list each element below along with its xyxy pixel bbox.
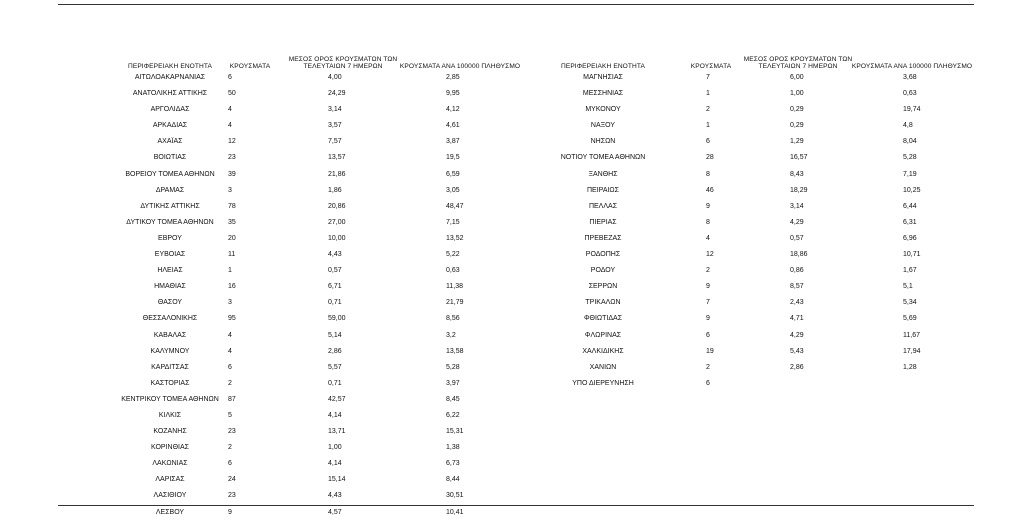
cell-cases: 24 bbox=[228, 476, 236, 484]
table-row bbox=[60, 70, 530, 86]
cell-per100k: 5,22 bbox=[446, 251, 460, 259]
table-row bbox=[528, 231, 978, 247]
table-row bbox=[60, 328, 530, 344]
table-row bbox=[528, 199, 978, 215]
cell-region: ΛΕΣΒΟΥ bbox=[155, 508, 185, 516]
table-row bbox=[60, 392, 530, 408]
table-row bbox=[60, 231, 530, 247]
cell-per100k: 3,2 bbox=[446, 331, 456, 339]
cell-per100k: 5,69 bbox=[903, 315, 917, 323]
cell-cases: 2 bbox=[228, 444, 232, 452]
cell-cases: 6 bbox=[706, 138, 710, 146]
cell-region: ΦΛΩΡΙΝΑΣ bbox=[584, 331, 622, 339]
cell-region: ΘΕΣΣΑΛΟΝΙΚΗΣ bbox=[142, 315, 198, 323]
cell-region: ΔΡΑΜΑΣ bbox=[155, 186, 185, 194]
cell-avg: 2,86 bbox=[790, 363, 804, 371]
cell-cases: 3 bbox=[228, 186, 232, 194]
cell-cases: 1 bbox=[706, 122, 710, 130]
cell-region: ΚΙΛΚΙΣ bbox=[158, 411, 182, 419]
cell-region: ΛΑΚΩΝΙΑΣ bbox=[152, 460, 188, 468]
cell-cases: 1 bbox=[706, 90, 710, 98]
cell-cases: 4 bbox=[706, 234, 710, 242]
cell-avg: 13,71 bbox=[328, 428, 346, 436]
header-region: ΠΕΡΙΦΕΡΕΙΑΚΗ ΕΝΟΤΗΤΑ bbox=[127, 62, 213, 70]
table-left-body bbox=[60, 70, 530, 521]
cell-per100k: 3,87 bbox=[446, 138, 460, 146]
table-row bbox=[528, 376, 978, 392]
cell-region: ΔΥΤΙΚΟΥ ΤΟΜΕΑ ΑΘΗΝΩΝ bbox=[126, 218, 214, 226]
cell-avg: 2,43 bbox=[790, 299, 804, 307]
cell-avg: 0,86 bbox=[790, 267, 804, 275]
table-row bbox=[528, 360, 978, 376]
cell-region: ΧΑΝΙΩΝ bbox=[589, 363, 617, 371]
cell-region: ΥΠΟ ΔΙΕΡΕΥΝΗΣΗ bbox=[572, 379, 634, 387]
cell-per100k: 4,61 bbox=[446, 122, 460, 130]
cell-cases: 20 bbox=[228, 234, 236, 242]
table-row bbox=[528, 183, 978, 199]
cell-cases: 7 bbox=[706, 74, 710, 81]
cell-avg: 59,00 bbox=[328, 315, 346, 323]
table-row bbox=[60, 167, 530, 183]
cell-avg: 3,14 bbox=[790, 202, 804, 210]
table-row bbox=[60, 118, 530, 134]
cell-cases: 6 bbox=[228, 74, 232, 81]
cell-cases: 23 bbox=[228, 428, 236, 436]
cell-region: ΚΑΒΑΛΑΣ bbox=[153, 331, 187, 339]
cell-region: ΧΑΛΚΙΔΙΚΗΣ bbox=[582, 347, 624, 355]
cell-region: ΜΕΣΣΗΝΙΑΣ bbox=[582, 90, 624, 98]
cell-cases: 35 bbox=[228, 218, 236, 226]
cell-cases: 95 bbox=[228, 315, 236, 323]
table-row bbox=[528, 134, 978, 150]
table-row bbox=[60, 86, 530, 102]
cell-cases: 2 bbox=[706, 106, 710, 114]
cell-cases: 1 bbox=[228, 267, 232, 275]
cell-per100k: 6,96 bbox=[903, 234, 917, 242]
header-avg-line2: ΤΕΛΕΥΤΑΙΩΝ 7 ΗΜΕΡΩΝ bbox=[303, 62, 383, 70]
cell-cases: 11 bbox=[228, 251, 236, 259]
cell-per100k: 8,56 bbox=[446, 315, 460, 323]
cell-avg: 16,57 bbox=[790, 154, 808, 162]
cell-region: ΣΕΡΡΩΝ bbox=[588, 283, 618, 291]
cell-cases: 8 bbox=[706, 218, 710, 226]
cell-per100k: 19,5 bbox=[446, 154, 460, 162]
cell-region: ΜΥΚΟΝΟΥ bbox=[585, 106, 621, 114]
cell-per100k: 6,44 bbox=[903, 202, 917, 210]
cell-per100k: 8,45 bbox=[446, 395, 460, 403]
cell-per100k: 48,47 bbox=[446, 202, 464, 210]
cell-per100k: 1,67 bbox=[903, 267, 917, 275]
table-row bbox=[528, 167, 978, 183]
cell-avg: 24,29 bbox=[328, 90, 346, 98]
top-rule bbox=[58, 4, 974, 5]
cell-per100k: 8,44 bbox=[446, 476, 460, 484]
cell-avg: 27,00 bbox=[328, 218, 346, 226]
table-left-header bbox=[60, 40, 530, 70]
cell-avg: 1,29 bbox=[790, 138, 804, 146]
cell-avg: 21,86 bbox=[328, 170, 346, 178]
cell-avg: 0,29 bbox=[790, 122, 804, 130]
table-row bbox=[528, 86, 978, 102]
cell-avg: 2,86 bbox=[328, 347, 342, 355]
table-row bbox=[60, 456, 530, 472]
cell-region: ΦΘΙΩΤΙΔΑΣ bbox=[583, 315, 623, 323]
cell-avg: 13,57 bbox=[328, 154, 346, 162]
cell-cases: 9 bbox=[706, 283, 710, 291]
table-right-header bbox=[528, 40, 978, 70]
cell-per100k: 5,28 bbox=[903, 154, 917, 162]
table-row bbox=[528, 70, 978, 86]
cell-cases: 9 bbox=[706, 315, 710, 323]
cell-region: ΠΕΛΛΑΣ bbox=[588, 202, 618, 210]
table-row bbox=[60, 134, 530, 150]
cell-cases: 9 bbox=[228, 508, 232, 516]
cell-cases: 50 bbox=[228, 90, 236, 98]
cell-cases: 5 bbox=[228, 411, 232, 419]
cell-avg: 8,57 bbox=[790, 283, 804, 291]
cell-region: ΚΟΡΙΝΘΙΑΣ bbox=[151, 444, 189, 452]
cell-region: ΔΥΤΙΚΗΣ ΑΤΤΙΚΗΣ bbox=[140, 202, 200, 210]
cell-region: ΚΑΡΔΙΤΣΑΣ bbox=[151, 363, 189, 371]
cell-region: ΝΑΞΟΥ bbox=[590, 122, 616, 130]
table-row bbox=[60, 505, 530, 521]
header-avg-right bbox=[743, 56, 853, 70]
cell-avg: 0,29 bbox=[790, 106, 804, 114]
header-per100k: ΚΡΟΥΣΜΑΤΑ ΑΝΑ 100000 ΠΛΗΘΥΣΜΟ bbox=[399, 62, 521, 70]
table-left bbox=[60, 40, 530, 521]
cell-per100k: 4,12 bbox=[446, 106, 460, 114]
cell-per100k: 2,85 bbox=[446, 74, 460, 81]
cell-avg: 3,57 bbox=[328, 122, 342, 130]
cell-region: ΒΟΡΕΙΟΥ ΤΟΜΕΑ ΑΘΗΝΩΝ bbox=[125, 170, 215, 178]
table-right-body bbox=[528, 70, 978, 392]
cell-region: ΗΛΕΙΑΣ bbox=[157, 267, 183, 275]
cell-region: ΚΑΣΤΟΡΙΑΣ bbox=[150, 379, 190, 387]
cell-avg: 1,00 bbox=[328, 444, 342, 452]
cell-avg: 4,14 bbox=[328, 460, 342, 468]
cell-per100k: 1,28 bbox=[903, 363, 917, 371]
cell-avg: 1,86 bbox=[328, 186, 342, 194]
cell-avg: 4,29 bbox=[790, 331, 804, 339]
cell-cases: 2 bbox=[706, 267, 710, 275]
table-row bbox=[60, 263, 530, 279]
cell-region: ΝΟΤΙΟΥ ΤΟΜΕΑ ΑΘΗΝΩΝ bbox=[560, 154, 646, 162]
cell-per100k: 0,63 bbox=[903, 90, 917, 98]
cell-per100k: 8,04 bbox=[903, 138, 917, 146]
cell-cases: 6 bbox=[228, 363, 232, 371]
cell-cases: 23 bbox=[228, 154, 236, 162]
cell-cases: 6 bbox=[228, 460, 232, 468]
cell-cases: 9 bbox=[706, 202, 710, 210]
cell-region: ΚΟΖΑΝΗΣ bbox=[153, 428, 187, 436]
table-row bbox=[528, 263, 978, 279]
table-row bbox=[528, 328, 978, 344]
cell-avg: 4,14 bbox=[328, 411, 342, 419]
cell-cases: 87 bbox=[228, 395, 236, 403]
cell-region: ΒΟΙΩΤΙΑΣ bbox=[153, 154, 187, 162]
table-right bbox=[528, 40, 978, 392]
cell-region: ΠΡΕΒΕΖΑΣ bbox=[584, 234, 622, 242]
cell-cases: 16 bbox=[228, 283, 236, 291]
cell-region: ΜΑΓΝΗΣΙΑΣ bbox=[583, 74, 623, 81]
cell-region: ΞΑΝΘΗΣ bbox=[588, 170, 618, 178]
cell-avg: 4,00 bbox=[328, 74, 342, 81]
cell-avg: 4,71 bbox=[790, 315, 804, 323]
header-avg bbox=[288, 56, 398, 70]
table-row bbox=[528, 311, 978, 327]
cell-avg: 4,43 bbox=[328, 251, 342, 259]
table-row bbox=[60, 408, 530, 424]
cell-region: ΚΑΛΥΜΝΟΥ bbox=[150, 347, 190, 355]
cell-per100k: 5,1 bbox=[903, 283, 913, 291]
cell-cases: 2 bbox=[706, 363, 710, 371]
header-avg-right-line1: ΜΕΣΟΣ ΟΡΟΣ ΚΡΟΥΣΜΑΤΩΝ ΤΩΝ bbox=[743, 55, 853, 63]
cell-region: ΘΑΣΟΥ bbox=[157, 299, 183, 307]
cell-avg: 5,14 bbox=[328, 331, 342, 339]
table-row bbox=[60, 311, 530, 327]
cell-region: ΑΡΓΟΛΙΔΑΣ bbox=[150, 106, 190, 114]
cell-region: ΡΟΔΟΥ bbox=[590, 267, 616, 275]
header-per100k-right: ΚΡΟΥΣΜΑΤΑ ΑΝΑ 100000 ΠΛΗΘΥΣΜΟ bbox=[851, 62, 973, 70]
cell-region: ΑΧΑΪΑΣ bbox=[157, 138, 183, 146]
cell-per100k: 30,51 bbox=[446, 492, 464, 500]
cell-avg: 20,86 bbox=[328, 202, 346, 210]
table-row bbox=[60, 424, 530, 440]
cell-avg: 1,00 bbox=[790, 90, 804, 98]
cell-avg: 7,57 bbox=[328, 138, 342, 146]
table-row bbox=[60, 488, 530, 504]
table-row bbox=[60, 344, 530, 360]
cell-avg: 8,43 bbox=[790, 170, 804, 178]
table-row bbox=[60, 102, 530, 118]
header-cases-right: ΚΡΟΥΣΜΑΤΑ bbox=[690, 62, 732, 70]
cell-cases: 46 bbox=[706, 186, 714, 194]
cell-per100k: 5,28 bbox=[446, 363, 460, 371]
header-avg-line1: ΜΕΣΟΣ ΟΡΟΣ ΚΡΟΥΣΜΑΤΩΝ ΤΩΝ bbox=[288, 55, 398, 63]
cell-avg: 18,29 bbox=[790, 186, 808, 194]
cell-per100k: 5,34 bbox=[903, 299, 917, 307]
table-row bbox=[60, 360, 530, 376]
cell-avg: 4,29 bbox=[790, 218, 804, 226]
cell-region: ΛΑΣΙΘΙΟΥ bbox=[153, 492, 187, 500]
cell-region: ΠΙΕΡΙΑΣ bbox=[589, 218, 617, 226]
cell-avg: 0,57 bbox=[790, 234, 804, 242]
cell-region: ΑΝΑΤΟΛΙΚΗΣ ΑΤΤΙΚΗΣ bbox=[132, 90, 208, 98]
cell-per100k: 13,52 bbox=[446, 234, 464, 242]
cell-region: ΗΜΑΘΙΑΣ bbox=[154, 283, 186, 291]
cell-cases: 12 bbox=[228, 138, 236, 146]
cell-per100k: 3,68 bbox=[903, 74, 917, 81]
table-row bbox=[60, 150, 530, 166]
cell-per100k: 11,38 bbox=[446, 283, 463, 291]
cell-region: ΑΡΚΑΔΙΑΣ bbox=[152, 122, 188, 130]
cell-avg: 15,14 bbox=[328, 476, 346, 484]
table-row bbox=[528, 215, 978, 231]
cell-per100k: 7,19 bbox=[903, 170, 917, 178]
cell-cases: 4 bbox=[228, 122, 232, 130]
cell-per100k: 13,58 bbox=[446, 347, 464, 355]
cell-avg: 5,43 bbox=[790, 347, 804, 355]
cell-per100k: 11,67 bbox=[903, 331, 920, 339]
cell-avg: 6,00 bbox=[790, 74, 804, 81]
table-row bbox=[60, 279, 530, 295]
bottom-rule bbox=[58, 505, 974, 506]
table-row bbox=[528, 344, 978, 360]
cell-cases: 2 bbox=[228, 379, 232, 387]
table-row bbox=[60, 247, 530, 263]
header-region-right: ΠΕΡΙΦΕΡΕΙΑΚΗ ΕΝΟΤΗΤΑ bbox=[560, 62, 646, 70]
cell-region: ΛΑΡΙΣΑΣ bbox=[155, 476, 185, 484]
cell-avg: 3,14 bbox=[328, 106, 342, 114]
table-row bbox=[528, 118, 978, 134]
cell-region: ΡΟΔΟΠΗΣ bbox=[585, 251, 621, 259]
cell-per100k: 6,59 bbox=[446, 170, 460, 178]
table-row bbox=[528, 295, 978, 311]
cell-per100k: 21,79 bbox=[446, 299, 464, 307]
cell-per100k: 19,74 bbox=[903, 106, 921, 114]
header-avg-right-line2: ΤΕΛΕΥΤΑΙΩΝ 7 ΗΜΕΡΩΝ bbox=[758, 62, 838, 70]
cell-avg: 4,43 bbox=[328, 492, 342, 500]
cell-per100k: 10,25 bbox=[903, 186, 921, 194]
cell-per100k: 6,22 bbox=[446, 411, 460, 419]
table-row bbox=[528, 150, 978, 166]
cell-region: ΕΒΡΟΥ bbox=[158, 234, 182, 242]
header-cases: ΚΡΟΥΣΜΑΤΑ bbox=[229, 62, 271, 70]
cell-cases: 39 bbox=[228, 170, 236, 178]
cell-per100k: 0,63 bbox=[446, 267, 460, 275]
cell-cases: 4 bbox=[228, 347, 232, 355]
cell-region: ΝΗΣΩΝ bbox=[590, 138, 616, 146]
cell-avg: 42,57 bbox=[328, 395, 346, 403]
cell-cases: 8 bbox=[706, 170, 710, 178]
table-row bbox=[60, 183, 530, 199]
cell-region: ΤΡΙΚΑΛΩΝ bbox=[585, 299, 621, 307]
cell-avg: 10,00 bbox=[328, 234, 346, 242]
cell-cases: 6 bbox=[706, 331, 710, 339]
cell-avg: 0,71 bbox=[328, 379, 342, 387]
cell-avg: 5,57 bbox=[328, 363, 342, 371]
cell-cases: 4 bbox=[228, 331, 232, 339]
cell-region: ΑΙΤΩΛΟΑΚΑΡΝΑΝΙΑΣ bbox=[134, 74, 206, 81]
cell-cases: 6 bbox=[706, 379, 710, 387]
table-row bbox=[60, 472, 530, 488]
cell-region: ΕΥΒΟΙΑΣ bbox=[154, 251, 186, 259]
table-row bbox=[528, 247, 978, 263]
table-row bbox=[528, 279, 978, 295]
cell-per100k: 9,95 bbox=[446, 90, 460, 98]
table-row bbox=[60, 199, 530, 215]
cell-per100k: 6,31 bbox=[903, 218, 917, 226]
cell-per100k: 3,05 bbox=[446, 186, 460, 194]
cell-per100k: 1,38 bbox=[446, 444, 460, 452]
cell-per100k: 17,94 bbox=[903, 347, 921, 355]
cell-per100k: 4,8 bbox=[903, 122, 913, 130]
cell-cases: 7 bbox=[706, 299, 710, 307]
cell-per100k: 10,41 bbox=[446, 508, 464, 516]
cell-cases: 78 bbox=[228, 202, 236, 210]
cell-cases: 19 bbox=[706, 347, 714, 355]
table-row bbox=[60, 376, 530, 392]
cell-cases: 12 bbox=[706, 251, 714, 259]
cell-cases: 4 bbox=[228, 106, 232, 114]
table-row bbox=[60, 295, 530, 311]
cell-per100k: 15,31 bbox=[446, 428, 464, 436]
cell-per100k: 7,15 bbox=[446, 218, 460, 226]
cell-per100k: 10,71 bbox=[903, 251, 921, 259]
cell-cases: 23 bbox=[228, 492, 236, 500]
cell-region: ΚΕΝΤΡΙΚΟΥ ΤΟΜΕΑ ΑΘΗΝΩΝ bbox=[121, 395, 219, 403]
table-row bbox=[60, 215, 530, 231]
table-row bbox=[528, 102, 978, 118]
cell-region: ΠΕΙΡΑΙΩΣ bbox=[587, 186, 619, 194]
cell-per100k: 6,73 bbox=[446, 460, 460, 468]
cell-cases: 3 bbox=[228, 299, 232, 307]
table-row bbox=[60, 440, 530, 456]
cell-avg: 0,71 bbox=[328, 299, 342, 307]
cell-cases: 28 bbox=[706, 154, 714, 162]
cell-avg: 4,57 bbox=[328, 508, 342, 516]
cell-per100k: 3,97 bbox=[446, 379, 460, 387]
cell-avg: 6,71 bbox=[328, 283, 342, 291]
cell-avg: 18,86 bbox=[790, 251, 808, 259]
cell-avg: 0,57 bbox=[328, 267, 342, 275]
